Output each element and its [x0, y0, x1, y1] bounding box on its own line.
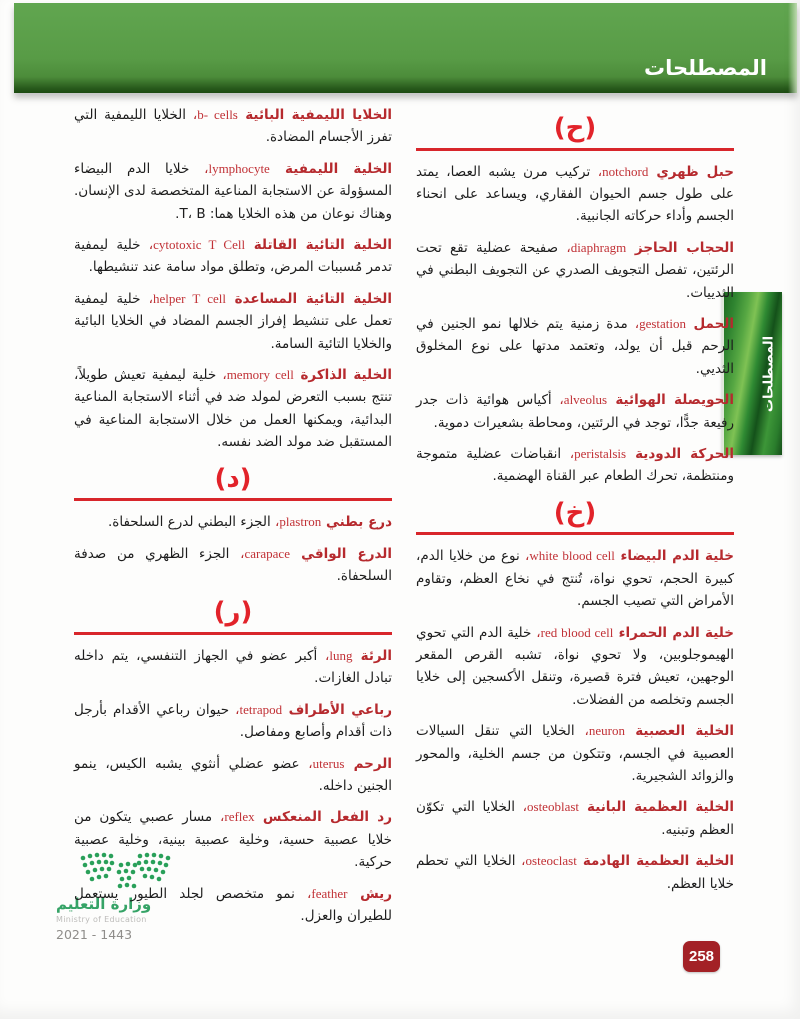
term-separator: ،	[299, 755, 313, 772]
term-english: peristalsis	[574, 445, 627, 461]
glossary-entry	[74, 753, 392, 798]
term-english: lung	[329, 647, 353, 663]
term-separator: ،	[574, 723, 589, 740]
term-arabic: الحجاب الحاجز	[626, 239, 734, 256]
term-english: white blood cell	[529, 548, 615, 564]
term-english: gestation	[639, 315, 687, 331]
glossary-entry	[74, 806, 392, 873]
term-definition: خلية ليمفية تعيش طويلاً، تنتج بسبب التعرض لمولد ضد في أثناء الاستجابة المناعية البدائية، ويمكنها العمل من خلال الاستجابة المناعية في المستقبل ضد مولد الضد نفسه.	[74, 367, 392, 451]
glossary-entry	[416, 720, 734, 787]
term-english: tetrapod	[239, 701, 283, 717]
section-letter: (خ)	[553, 497, 597, 528]
term-separator: ،	[212, 809, 225, 826]
term-arabic: الحمل	[686, 315, 734, 332]
term-separator: ،	[229, 701, 240, 718]
term-separator: ،	[317, 647, 330, 664]
ministry-name-english: Ministry of Education	[56, 915, 147, 924]
term-english: neuron	[588, 723, 625, 739]
term-arabic: الخلية العظمية البانية	[579, 799, 734, 816]
term-english: osteoblast	[527, 799, 580, 815]
glossary-column-left	[74, 104, 392, 936]
term-arabic: خلية الدم الحمراء	[613, 624, 734, 641]
glossary-entry	[416, 545, 734, 612]
section-rule	[74, 498, 392, 501]
term-arabic: ريش	[347, 885, 392, 902]
term-definition: خلية ليمفية تدمر مُسببات المرض، وتطلق مواد سامة عند تنشيطها.	[74, 237, 392, 276]
ministry-name-arabic: وزارة التعليم	[56, 895, 152, 913]
section-rule	[74, 632, 392, 635]
glossary-entry	[74, 158, 392, 225]
term-arabic: الخلية الليمفية	[269, 160, 393, 177]
term-definition: الخلايا التي تنقل السيالات العصبية في الجسم، وتتكون من جسم الخلية، والمحور والزوائد الشجيرية.	[416, 723, 734, 784]
page-title: المصطلحات	[643, 56, 767, 80]
glossary-entry	[74, 543, 392, 588]
term-separator: ،	[531, 624, 541, 641]
term-english: notchord	[602, 163, 649, 179]
term-arabic: الخلية الذاكرة	[293, 367, 392, 384]
term-arabic: الخلايا الليمفية البائية	[237, 107, 393, 123]
glossary-entry	[74, 883, 392, 928]
term-definition: حيوان رباعي الأقدام بأرجل ذات أقدام وأصابع ومفاصل.	[74, 701, 392, 741]
edition-year: 2021 - 1443	[56, 927, 133, 942]
term-separator: ،	[294, 885, 312, 902]
term-arabic: الخلية العصبية	[624, 723, 734, 740]
term-definition: خلية ليمفية تعمل على تنشيط إفراز الجسم المضاد في الخلايا البائية والخلايا التائية السامة.	[74, 290, 392, 352]
term-english: plastron	[279, 514, 322, 530]
section-heading	[74, 596, 392, 635]
term-separator: ،	[229, 545, 245, 562]
term-separator: ،	[185, 107, 198, 123]
term-separator: ،	[519, 548, 530, 565]
term-english: alveolus	[563, 392, 608, 408]
page-header-banner	[14, 3, 797, 93]
term-arabic: خلية الدم البيضاء	[614, 548, 734, 565]
term-separator: ،	[561, 445, 575, 462]
term-english: red blood cell	[540, 624, 614, 640]
glossary-entry	[416, 237, 734, 304]
term-definition: خلية الدم التي تحوي الهيموجلوبين، ولا تحوي نواة، تشبه القرص المقعر الوجهين، تعيش فترة قصيرة، وتنقل الأكسجين إلى خلايا الجسم وتخلصه من الفضلات.	[416, 624, 734, 708]
term-definition: انقباضات عضلية متموجة ومنتظمة، تحرك الطعام عبر القناة الهضمية.	[416, 445, 734, 485]
section-letter: (ر)	[213, 597, 253, 628]
page-number-badge: 258	[683, 941, 720, 972]
term-english: diaphragm	[570, 239, 627, 255]
term-english: osteoclast	[525, 853, 577, 869]
section-heading	[416, 497, 734, 536]
glossary-entry	[416, 443, 734, 488]
term-definition: تركيب مرن يشبه العصا، يمتد على طول جسم الحيوان الفقاري، ويساعد على انحناء الجسم وأداء حركاته الجانبية.	[416, 163, 734, 225]
term-arabic: الخلية التائية المساعدة	[226, 290, 392, 307]
term-separator: ،	[515, 799, 528, 816]
term-english: reflex	[224, 809, 255, 825]
glossary-entry	[416, 796, 734, 841]
term-arabic: الحويصلة الهوائية	[607, 392, 734, 409]
term-arabic: الرحم	[344, 755, 392, 772]
term-definition: خلايا الدم البيضاء المسؤولة عن الاستجابة المناعية المتخصصة لدى الإنسان. وهناك نوعان من هذه الخلايا هما: T، B.	[74, 160, 392, 222]
glossary-columns	[74, 104, 734, 936]
term-definition: الخلايا التي تحطم خلايا العظم.	[416, 853, 734, 892]
term-english: cytotoxic T Cell	[153, 237, 246, 253]
glossary-column-right	[416, 104, 734, 936]
term-english: carapace	[244, 545, 290, 561]
term-separator: ،	[140, 290, 153, 307]
term-arabic: الخلية التائية القاتلة	[245, 237, 392, 254]
term-arabic: حبل ظهري	[648, 163, 734, 180]
term-separator: ،	[627, 315, 640, 332]
term-separator: ،	[140, 237, 154, 254]
glossary-entry	[74, 288, 392, 355]
term-separator: ،	[216, 367, 227, 384]
glossary-entry	[416, 622, 734, 712]
term-arabic: الخلية العظمية الهادمة	[576, 853, 734, 870]
term-definition: الخلايا الليمفية التي تفرز الأجسام المضادة.	[74, 107, 392, 146]
term-separator: ،	[590, 163, 603, 180]
glossary-entry	[416, 850, 734, 895]
term-definition: الجزء البطني لدرع السلحفاة.	[107, 514, 271, 531]
term-english: uterus	[312, 755, 345, 771]
term-separator: ،	[515, 853, 526, 870]
side-tab-label: المصطلحات	[761, 335, 777, 412]
section-rule	[416, 532, 734, 535]
term-definition: نمو متخصص لجلد الطيور يستعمل للطيران والعزل.	[74, 885, 392, 924]
glossary-entry	[74, 645, 392, 690]
section-letter: (د)	[214, 463, 252, 494]
term-definition: مدة زمنية يتم خلالها نمو الجنين في الرحم قبل أن يولد، وتعتمد مدتها على نوع المخلوق الثديي.	[416, 315, 734, 377]
term-english: b- cells	[197, 107, 238, 122]
glossary-entry	[416, 389, 734, 434]
term-definition: عضو عضلي أنثوي يشبه الكيس، ينمو الجنين داخله.	[74, 755, 392, 794]
section-rule	[416, 148, 734, 151]
glossary-entry	[416, 161, 734, 228]
term-arabic: رباعي الأطراف	[282, 701, 393, 718]
term-english: memory cell	[226, 367, 294, 383]
glossary-entry	[74, 364, 392, 454]
glossary-entry	[416, 313, 734, 380]
glossary-entry	[74, 234, 392, 279]
term-arabic: درع بطني	[321, 514, 392, 531]
term-definition: أكياس هوائية ذات جدر رفيعة جدًّا، توجد في الرئتين، ومحاطة بشعيرات دموية.	[416, 392, 734, 431]
term-separator: ،	[270, 514, 280, 531]
term-definition: مسار عصبي يتكون من خلايا عصبية حسية، وخلية عصبية بينية، وخلية عصبية حركية.	[74, 809, 392, 871]
section-letter: (ح)	[553, 113, 597, 143]
term-english: lymphocyte	[208, 160, 270, 176]
term-definition: صفيحة عضلية تقع تحت الرئتين، تفصل التجويف الصدري عن التجويف البطني في الثدييات.	[416, 239, 734, 301]
term-separator: ،	[558, 239, 571, 256]
term-arabic: الدرع الواقي	[289, 545, 392, 562]
glossary-entry	[74, 699, 392, 744]
term-definition: الخلايا التي تكوّن العظم وتبنيه.	[416, 799, 734, 838]
term-english: feather	[311, 885, 348, 901]
term-definition: أكبر عضو في الجهاز التنفسي، يتم داخله تبادل الغازات.	[74, 647, 392, 687]
term-arabic: الرئة	[352, 647, 392, 664]
term-separator: ،	[551, 392, 564, 409]
term-arabic: رد الفعل المنعكس	[254, 809, 392, 826]
term-english: helper T cell	[153, 290, 226, 306]
section-heading	[416, 112, 734, 151]
glossary-entry	[74, 104, 392, 149]
term-separator: ،	[189, 160, 209, 177]
term-definition: نوع من خلايا الدم، كبيرة الحجم، تحوي نواة، تُنتج في نخاع العظم، وتقاوم الأمراض التي تصيب الجسم.	[416, 548, 734, 610]
term-definition: الجزء الظهري من صدفة السلحفاة.	[74, 545, 392, 584]
term-arabic: الحركة الدودية	[626, 445, 734, 462]
glossary-entry	[74, 511, 392, 533]
section-heading	[74, 463, 392, 502]
